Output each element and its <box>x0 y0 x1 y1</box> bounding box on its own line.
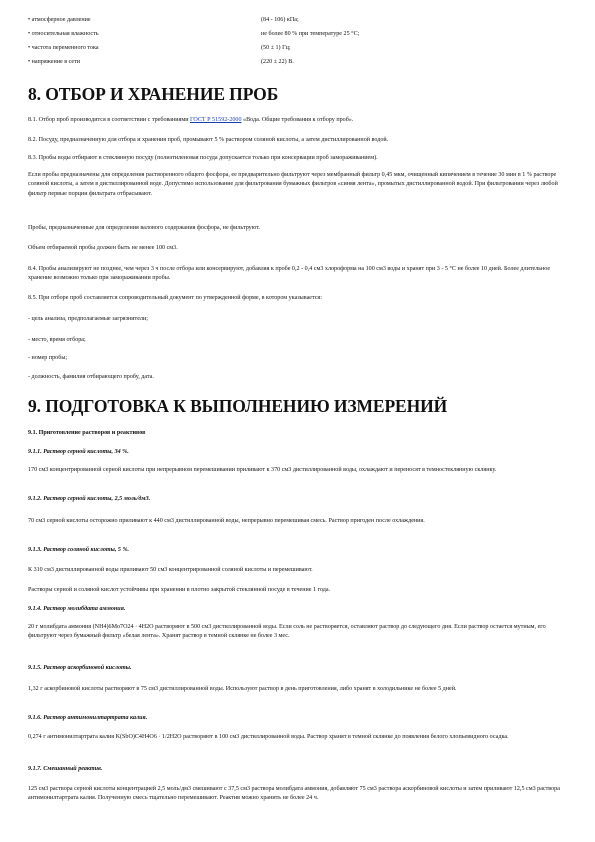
subsection-9-1-5-heading: 9.1.5. Раствор аскорбиновой кислоты. <box>28 665 132 671</box>
list-item: - должность, фамилия отбирающего пробу, дата. <box>28 374 154 380</box>
paragraph-9-1-3-b: Растворы серной и соляной кислот устойчивы при хранении в плотно закрытой стеклянной посуде в течение 1 года. <box>28 587 331 593</box>
paragraph-8-2: 8.2. Посуду, предназначенную для отбора и хранения проб, промывают 5 % раствором соляной кислоты, а затем дистиллированной водой. <box>28 137 389 143</box>
subsection-9-1-heading: 9.1. Приготовление растворов и реактивов <box>28 430 146 436</box>
condition-value: (50 ± 1) Гц; <box>261 45 291 51</box>
paragraph-9-1-3-a: К 310 см3 дистиллированной воды приливают 50 см3 концентрированной соляной кислоты и перемешивают. <box>28 567 313 573</box>
paragraph-gross-phosphorus: Пробы, предназначенные для определения валового содержания фосфора, не фильтруют. <box>28 225 260 231</box>
list-item: - номер пробы; <box>28 355 68 361</box>
subsection-9-1-4-heading: 9.1.4. Раствор молибдата аммония. <box>28 606 126 612</box>
subsection-9-1-1-heading: 9.1.1. Раствор серной кислоты, 34 %. <box>28 449 129 455</box>
condition-name: • напряжение в сети <box>28 59 81 65</box>
condition-row <box>28 29 568 40</box>
paragraph-9-1-2: 70 см3 серной кислоты осторожно приливают к 440 см3 дистиллированной воды, непрерывно перемешивая смесь. Раствор пригоден после охлаждения. <box>28 518 425 524</box>
subsection-9-1-7-heading: 9.1.7. Смешанный реактив. <box>28 766 103 772</box>
condition-value: (220 ± 22) В. <box>261 59 294 65</box>
paragraph-9-1-1: 170 см3 концентрированной серной кислоты при непрерывном перемешивании приливают к 370 см3 дистиллированной воды, охлаждают и переносят в темностеклянную склянку. <box>28 467 497 473</box>
paragraph-8-1-text-a: 8.1. Отбор проб производится в соответствии с требованиями <box>28 117 190 123</box>
condition-row <box>28 43 568 54</box>
condition-name: • атмосферное давление <box>28 17 91 23</box>
paragraph-8-1-text-b: «Вода. Общие требования к отбору проб». <box>241 117 354 123</box>
paragraph-filtering: Если пробы предназначены для определения растворенного общего фосфора, ее предварительно фильтруют через мембранный фильтр 0,45 мкм, очищенный кипячением в течение 30 мин в 1 % растворе соляной кислоты, а затем в дистиллированной воде. Допустимо использование для фильтрования бумажных фильтров «синяя лента», промытых дистиллированной водой. При фильтровании через любой фильтр первые порции фильтрата отбрасывают. <box>28 172 558 197</box>
condition-value: (84 - 106) кПа; <box>261 17 299 23</box>
subsection-9-1-3-heading: 9.1.3. Раствор соляной кислоты, 5 %. <box>28 547 130 553</box>
paragraph-8-5: 8.5. При отборе проб составляется сопроводительный документ по утвержденной форме, в котором указывается: <box>28 295 322 301</box>
condition-row <box>28 57 568 68</box>
paragraph-sample-volume: Объем отбираемой пробы должен быть не менее 100 см3. <box>28 245 178 251</box>
paragraph-9-1-7: 125 см3 раствора серной кислоты концентрацией 2,5 моль/дм3 смешивают с 37,5 см3 раствора молибдата аммония, добавляют 75 см3 раствора аскорбиновой кислоты и затем приливают 12,5 см3 раствора антимонилтартрата калия. Полученную смесь тщательно перемешивают. Реактив можно хранить не более 24 ч. <box>28 786 560 802</box>
paragraph-9-1-6: 0,274 г антимонилтартрата калия K(SbO)C4H4O6 · 1/2H2O растворяют в 100 см3 дистиллированной воды. Раствор хранят в темной склянке до появления белого хлопьевидного осадка. <box>28 734 509 740</box>
condition-row <box>28 15 568 26</box>
paragraph-9-1-5: 1,32 г аскорбиновой кислоты растворяют в 75 см3 дистиллированной воды. Используют раствор в день приготовления, либо хранят в холодильнике не более 5 дней. <box>28 686 457 692</box>
paragraph-8-1 <box>28 116 568 125</box>
section-8-heading: 8. ОТБОР И ХРАНЕНИЕ ПРОБ <box>28 84 279 104</box>
condition-value: не более 80 % при температуре 25 °С; <box>261 31 360 37</box>
subsection-9-1-6-heading: 9.1.6. Раствор антимонилтартрата калия. <box>28 715 148 721</box>
paragraph-9-1-4: 20 г молибдата аммония (NH4)6Mo7O24 · 4H2O растворяют в 500 см3 дистиллированной воды. Если соль не растворяется, оставляют раствор до следующего дня. Если раствор остается мутным, его фильтруют через бумажный фильтр «белая лента». Хранят раствор в темной склянке не более 3 мес. <box>28 624 546 640</box>
condition-name: • частота переменного тока <box>28 45 99 51</box>
condition-name: • относительная влажность <box>28 31 99 37</box>
list-item: - место, время отбора; <box>28 337 86 343</box>
section-9-heading: 9. ПОДГОТОВКА К ВЫПОЛНЕНИЮ ИЗМЕРЕНИЙ <box>28 396 448 416</box>
gost-link[interactable]: ГОСТ Р 51592-2000 <box>189 117 242 123</box>
paragraph-8-3: 8.3. Пробы воды отбирают в стеклянную посуду (полиэтиленовая посуда допускается только при консервации проб замораживанием). <box>28 155 378 161</box>
paragraph-8-4: 8.4. Пробы анализируют не позднее, чем через 3 ч после отбора или консервируют, добавляя к пробе 0,2 - 0,4 см3 хлороформа на 100 см3 воды и хранят при 3 - 5 °С не более 10 дней. Более длительное хранение возможно только при замораживании пробы. <box>28 266 551 282</box>
subsection-9-1-2-heading: 9.1.2. Раствор серной кислоты, 2,5 моль/дм3. <box>28 496 151 502</box>
list-item: - цель анализа, предполагаемые загрязнители; <box>28 316 148 322</box>
